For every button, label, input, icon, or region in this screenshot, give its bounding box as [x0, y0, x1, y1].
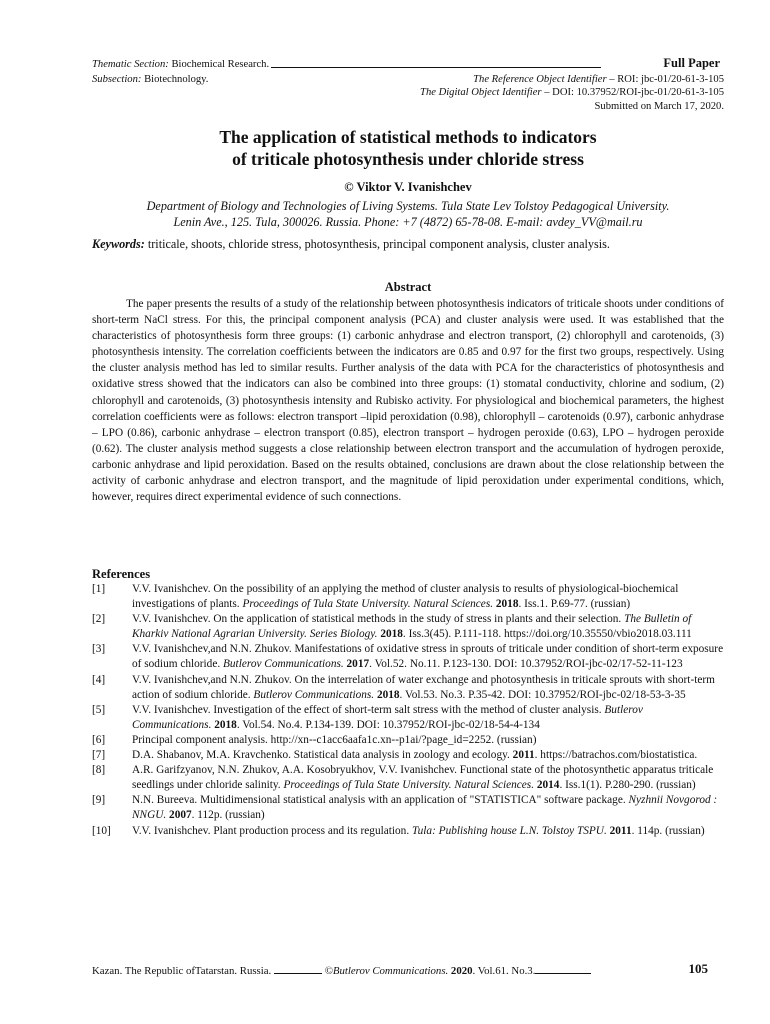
header-rule	[271, 58, 601, 68]
reference-journal: Nyzhnii Novgorod : NNGU.	[132, 794, 718, 822]
section-label: Thematic Section:	[92, 59, 169, 70]
reference-number: [7]	[92, 749, 106, 762]
reference-text: V.V. Ivanishchev,and N.N. Zhukov. Manifestations of oxidative stress in sprouts of triticale under condition of short-term exposure of sodium chloride.	[132, 643, 724, 671]
reference-year: 2018	[380, 628, 403, 641]
reference-item	[92, 642, 724, 672]
reference-number: [8]	[92, 764, 106, 777]
reference-tail: . https://batrachos.com/biostatistica.	[534, 749, 698, 762]
reference-journal: Tula: Publishing house L.N. Tolstoy TSPU.	[411, 824, 607, 837]
title-line-2: of triticale photosynthesis under chloride stress	[232, 149, 584, 169]
keywords-text: triticale, shoots, chloride stress, photosynthesis, principal component analysis, cluster analysis.	[147, 237, 610, 251]
reference-number: [5]	[92, 703, 106, 716]
page-footer	[92, 961, 724, 978]
reference-year: 2014	[536, 779, 560, 792]
reference-tail: . Vol.54. No.4. P.134-139. DOI: 10.37952/ROI-jbc-02/18-54-4-134	[236, 718, 540, 731]
subsection-value: Biotechnology.	[144, 74, 209, 85]
reference-year: 2011	[512, 749, 535, 762]
page-number: 105	[688, 961, 708, 976]
reference-number: [1]	[92, 583, 106, 595]
reference-journal: The Bulletin of Kharkiv National Agrarian University. Series Biology.	[132, 613, 692, 641]
reference-year: 2018	[495, 598, 519, 611]
reference-text: D.A. Shabanov, M.A. Kravchenko. Statistical data analysis in zoology and ecology.	[132, 749, 510, 762]
subsection-label: Subsection:	[92, 74, 142, 85]
reference-number: [9]	[92, 794, 106, 807]
reference-item	[92, 763, 724, 793]
header-section-line	[92, 58, 724, 71]
title-line-1: The application of statistical methods to indicators	[219, 127, 597, 147]
reference-year: 2018	[376, 688, 400, 701]
abstract-text: The paper presents the results of a study of the relationship between photosynthesis indicators of triticale shoots under conditions of short-term NaCl stress. For this, the principal component analysis (PCA) and cluster analysis were used. It was established that the characteristics of photosynthesis form three groups: (1) carbonic anhydrase and electron transport, (2) chlorophyll and carotenoids, (3) photosynthesis intensity. The correlation coefficients between the indicators are 0.85 and 0.97 for the first two groups, respectively. Using the cluster analysis method has led to similar results. Further analysis of the data with PCA for the characteristics of photosynthesis and oxidative stress showed that the indicators can also be combined into three groups: (1) stomatal conductivity, chlorine and sodium, (2) chlorophyll and carotenoids, (3) photosynthesis intensity and Rubisko activity. For physiological and biochemical parameters, the highest correlation coefficients were as follows: electron transport –lipid peroxidation (0.98), chlorophyll – carotenoids (0.97), carbonic anhydrase – LPO (0.86), carbonic anhydrase – electron transport (0.85), electron transport – hydrogen peroxide (0.63), LPO – hydrogen peroxide (0.62). The cluster analysis method suggests a close relationship between electron transport and the accumulation of hydrogen peroxide, carbonic anhydrase and lipid peroxidation. Based on the results obtained, conclusions are drawn about the close relationship between the activity of carbonic anhydrase and electron transport, and the magnitude of lipid peroxidation under experimental conditions, which, however, requires direct experimental evidence of such connections.	[92, 298, 724, 504]
reference-journal: Proceedings of Tula State University. Natural Sciences.	[283, 779, 535, 792]
roi-label: The Reference Object Identifier	[473, 74, 607, 85]
reference-number: [2]	[92, 613, 106, 626]
reference-tail: . Iss.1(1). P.280-290. (russian)	[559, 779, 696, 792]
reference-number: [4]	[92, 673, 106, 686]
footer-rule	[274, 964, 322, 974]
paper-type: Full Paper	[663, 56, 720, 70]
reference-year: 2017	[346, 658, 370, 671]
reference-item	[92, 582, 724, 612]
reference-item	[92, 793, 724, 823]
footer-year: 2020	[450, 965, 473, 977]
footer-location: Kazan. The Republic ofTatarstan. Russia.	[92, 965, 272, 977]
reference-tail: . 114p. (russian)	[631, 824, 705, 837]
reference-text: V.V. Ivanishchev. On the application of statistical methods in the study of stress in plants and their selection.	[132, 613, 622, 626]
reference-text: N.N. Bureeva. Multidimensional statistical analysis with an application of "STATISTICA" software package.	[132, 794, 626, 807]
reference-journal: Butlerov Communications.	[132, 703, 643, 731]
roi-value: – ROI: jbc-01/20-61-3-105	[609, 74, 724, 85]
reference-item	[92, 748, 724, 763]
section-value: Biochemical Research.	[171, 59, 270, 70]
article-title	[92, 126, 724, 170]
reference-year: 2018	[214, 718, 237, 731]
affiliation-line-1: Department of Biology and Technologies of Living Systems. Tula State Lev Tolstoy Pedagogical University.	[146, 199, 670, 213]
reference-item	[92, 733, 724, 748]
references-list	[92, 582, 724, 839]
doi-label: The Digital Object Identifier	[420, 87, 542, 98]
reference-year: 2011	[609, 824, 632, 837]
affiliation-line-2: Lenin Ave., 125. Tula, 300026. Russia. Phone: +7 (4872) 65-78-08. E-mail: avdey_VV@mail.ru	[173, 215, 643, 229]
reference-number: [6]	[92, 733, 106, 746]
reference-text: V.V. Ivanishchev. Investigation of the effect of short-term salt stress with the method of cluster analysis.	[132, 703, 602, 716]
reference-journal: Butlerov Communications.	[223, 658, 344, 671]
author: © Viktor V. Ivanishchev	[344, 180, 472, 194]
reference-text: A.R. Garifzyanov, N.N. Zhukov, A.A. Kosobryukhov, V.V. Ivanishchev. Functional state of the photosynthetic apparatus triticale seedlings under chloride salinity.	[132, 764, 714, 792]
reference-tail: . Vol.53. No.3. P.35-42. DOI: 10.37952/ROI-jbc-02/18-53-3-35	[399, 688, 686, 701]
keywords	[92, 236, 724, 253]
reference-year: 2007	[169, 809, 192, 822]
reference-text: Principal component analysis. http://xn--c1acc6aafa1c.xn--p1ai/?page_id=2252. (russian)	[132, 733, 537, 746]
reference-number: [10]	[92, 824, 111, 837]
reference-text: V.V. Ivanishchev. Plant production process and its regulation.	[132, 824, 410, 837]
affiliation	[92, 198, 724, 230]
header-subsection-line	[92, 73, 724, 86]
reference-number: [3]	[92, 643, 106, 656]
submitted-date: Submitted on March 17, 2020.	[594, 101, 724, 112]
reference-tail: . Vol.52. No.11. P.123-130. DOI: 10.37952/ROI-jbc-02/17-52-11-123	[369, 658, 683, 671]
reference-item	[92, 673, 724, 703]
footer-copyright: ©Butlerov Communications.	[324, 965, 449, 977]
doi-identifier	[420, 86, 724, 99]
reference-tail: . Iss.3(45). P.111-118. https://doi.org/10.35550/vbio2018.03.111	[402, 628, 692, 641]
keywords-label: Keywords:	[92, 237, 145, 251]
reference-journal: Proceedings of Tula State University. Natural Sciences.	[242, 598, 494, 611]
footer-rule	[535, 964, 591, 974]
reference-item	[92, 703, 724, 733]
footer-volume: . Vol.61. No.3.	[472, 965, 536, 977]
reference-journal: Butlerov Communications.	[253, 688, 375, 701]
reference-text: V.V. Ivanishchev. On the possibility of an applying the method of cluster analysis to results of physiological-biochemical investigations of plants.	[132, 583, 679, 611]
doi-value: – DOI: 10.37952/ROI-jbc-01/20-61-3-105	[544, 87, 724, 98]
reference-tail: . 112p. (russian)	[191, 809, 265, 822]
reference-text: V.V. Ivanishchev,and N.N. Zhukov. On the interrelation of water exchange and photosynthesis in triticale sprouts with short-term action of sodium chloride.	[132, 673, 715, 701]
reference-item	[92, 824, 724, 839]
roi-identifier	[473, 73, 724, 86]
reference-tail: . Iss.1. P.69-77. (russian)	[518, 598, 631, 611]
abstract-title: Abstract	[384, 280, 432, 294]
reference-item	[92, 612, 724, 642]
references-title: References	[92, 567, 151, 581]
